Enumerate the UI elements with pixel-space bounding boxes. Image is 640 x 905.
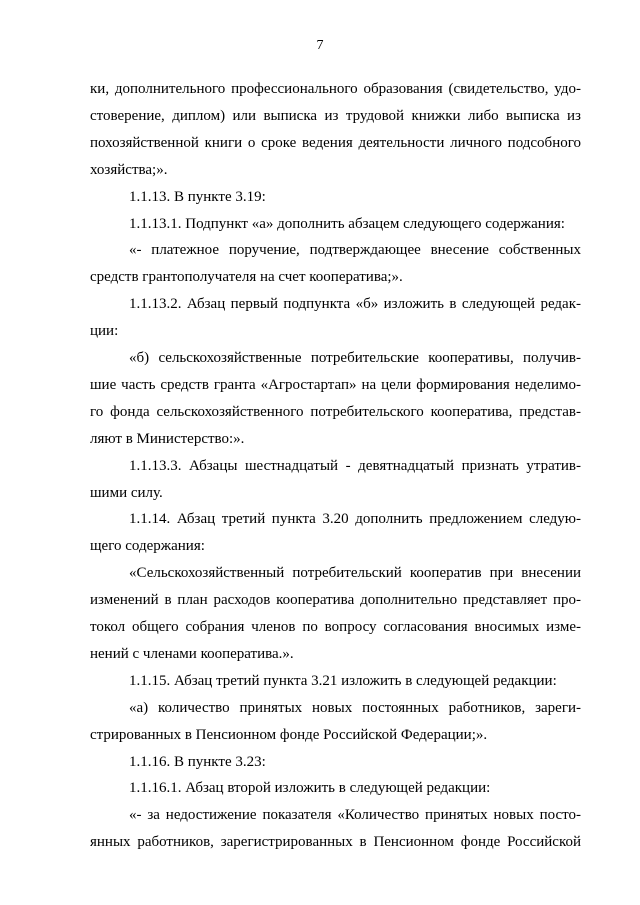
text-line: 1.1.16.1. Абзац второй изложить в следующей редакции: [129,780,491,797]
text-line: «- за недостижение показателя «Количество принятых новых посто- [129,807,581,824]
text-line: «б) сельскохозяйственные потребительские кооперативы, получив- [129,350,581,366]
text-line: янных работников, зарегистрированных в Пенсионном фонде Российской [90,834,581,851]
text-line: 1.1.13. В пункте 3.19: [129,188,266,205]
text-line: 1.1.13.2. Абзац первый подпункта «б» изложить в следующей редак- [129,296,581,313]
page-number: 7 [316,38,324,53]
text-line: токол общего собрания членов по вопросу согласования вносимых изме- [90,619,581,635]
text-line: щего содержания: [90,538,205,555]
text-line: 1.1.13.3. Абзацы шестнадцатый - девятнадцатый признать утратив- [129,457,581,474]
text-line: шие часть средств гранта «Агростартап» на цели формирования неделимо- [90,376,581,393]
text-line: 1.1.13.1. Подпункт «а» дополнить абзацем следующего содержания: [129,215,565,232]
text-line: го фонда сельскохозяйственного потребительского кооператива, представ- [90,403,581,420]
text-line: ляют в Министерство:». [90,430,245,447]
text-line: 1.1.15. Абзац третий пункта 3.21 изложить в следующей редакции: [129,672,557,689]
text-line: средств грантополучателя на счет кооператива;». [90,269,403,286]
text-line: стрированных в Пенсионном фонде Российской Федерации;». [90,726,488,743]
text-line: похозяйственной книги о сроке ведения деятельности личного подсобного [90,134,581,151]
text-line: «- платежное поручение, подтверждающее внесение собственных [129,242,581,259]
text-line: изменений в план расходов кооператива дополнительно представляет про- [90,592,581,609]
text-line: шими силу. [90,484,163,501]
text-line: стоверение, диплом) или выписка из трудовой книжки либо выписка из [90,107,581,124]
text-line: 1.1.14. Абзац третий пункта 3.20 дополнить предложением следую- [129,511,581,528]
text-line: нений с членами кооператива.». [90,645,294,662]
text-line: «а) количество принятых новых постоянных работников, зареги- [129,699,581,716]
text-line: «Сельскохозяйственный потребительский кооператив при внесении [129,565,581,582]
text-line: хозяйства;». [90,161,168,178]
text-line: ки, дополнительного профессионального образования (свидетельство, удо- [90,81,581,97]
text-line: ции: [90,323,119,340]
text-line: 1.1.16. В пункте 3.23: [129,753,266,770]
